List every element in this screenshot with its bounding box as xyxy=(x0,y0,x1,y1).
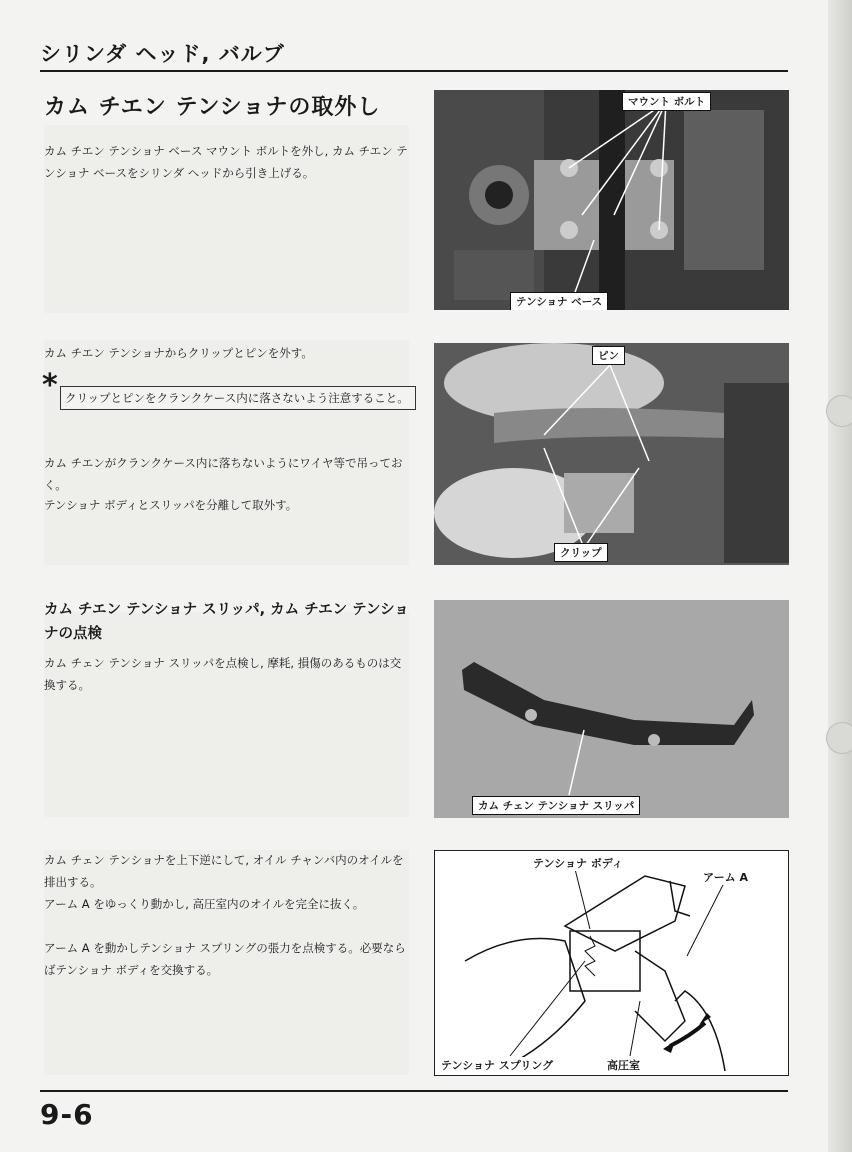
binding-hole xyxy=(826,722,852,754)
slipper-photo xyxy=(434,600,789,818)
section-1-text: カム チエン テンショナ ベース マウント ボルトを外し, カム チエン テンショナ ベースをシリンダ ヘッドから引き上げる。 xyxy=(44,144,408,180)
binding-hole xyxy=(826,395,852,427)
section-4-text-1: カム チェン テンショナを上下逆にして, オイル チャンバ内のオイルを排出する。 xyxy=(44,853,404,889)
label-tensioner-spring: テンショナ スプリング xyxy=(441,1059,554,1072)
label-tensioner-body: テンショナ ボディ xyxy=(533,857,623,870)
label-high-pressure-chamber: 高圧室 xyxy=(607,1059,640,1072)
callout-mount-bolt: マウント ボルト xyxy=(622,92,711,111)
page-header-title: シリンダ ヘッド, バルブ xyxy=(40,42,285,66)
photo-clip-pin xyxy=(434,343,789,565)
section-3-text: カム チェン テンショナ スリッパを点検し, 摩耗, 損傷のあるものは交換する。 xyxy=(44,656,402,692)
footer-rule xyxy=(40,1090,788,1092)
section-2-text-3: テンショナ ボディとスリッパを分離して取外す。 xyxy=(44,498,298,512)
header-rule xyxy=(40,70,788,72)
diagram-tensioner xyxy=(434,850,789,1076)
section-4-text-3: アーム A を動かしテンショナ スプリングの張力を点検する。必要ならばテンショナ ボディを交換する。 xyxy=(44,941,406,977)
caution-note: クリップとピンをクランクケース内に落さないよう注意すること。 xyxy=(60,386,416,410)
photo-tensioner-base xyxy=(434,90,789,310)
callout-tensioner-base: テンショナ ベース xyxy=(510,292,608,310)
callout-pin: ピン xyxy=(592,346,625,365)
photo-slipper xyxy=(434,600,789,818)
section-2-text-1: カム チエン テンショナからクリップとピンを外す。 xyxy=(44,346,313,360)
page-number: 9-6 xyxy=(40,1098,94,1131)
callout-slipper: カム チェン テンショナ スリッパ xyxy=(472,796,640,815)
label-arm-a: アーム A xyxy=(703,871,749,884)
section-title-tensioner-removal: カム チエン テンショナの取外し xyxy=(44,95,381,120)
tensioner-photo xyxy=(434,343,789,565)
callout-clip: クリップ xyxy=(554,543,608,562)
section-title-inspection: カム チエン テンショナ スリッパ, カム チエン テンショナの点検 xyxy=(44,602,409,642)
section-4-text-2: アーム A をゆっくり動かし, 高圧室内のオイルを完全に抜く。 xyxy=(44,897,365,911)
engine-photo xyxy=(434,90,789,310)
caution-asterisk-icon: * xyxy=(42,368,58,403)
section-2-text-2: カム チエンがクランクケース内に落ちないようにワイヤ等で吊っておく。 xyxy=(44,456,403,492)
page-edge xyxy=(828,0,852,1152)
